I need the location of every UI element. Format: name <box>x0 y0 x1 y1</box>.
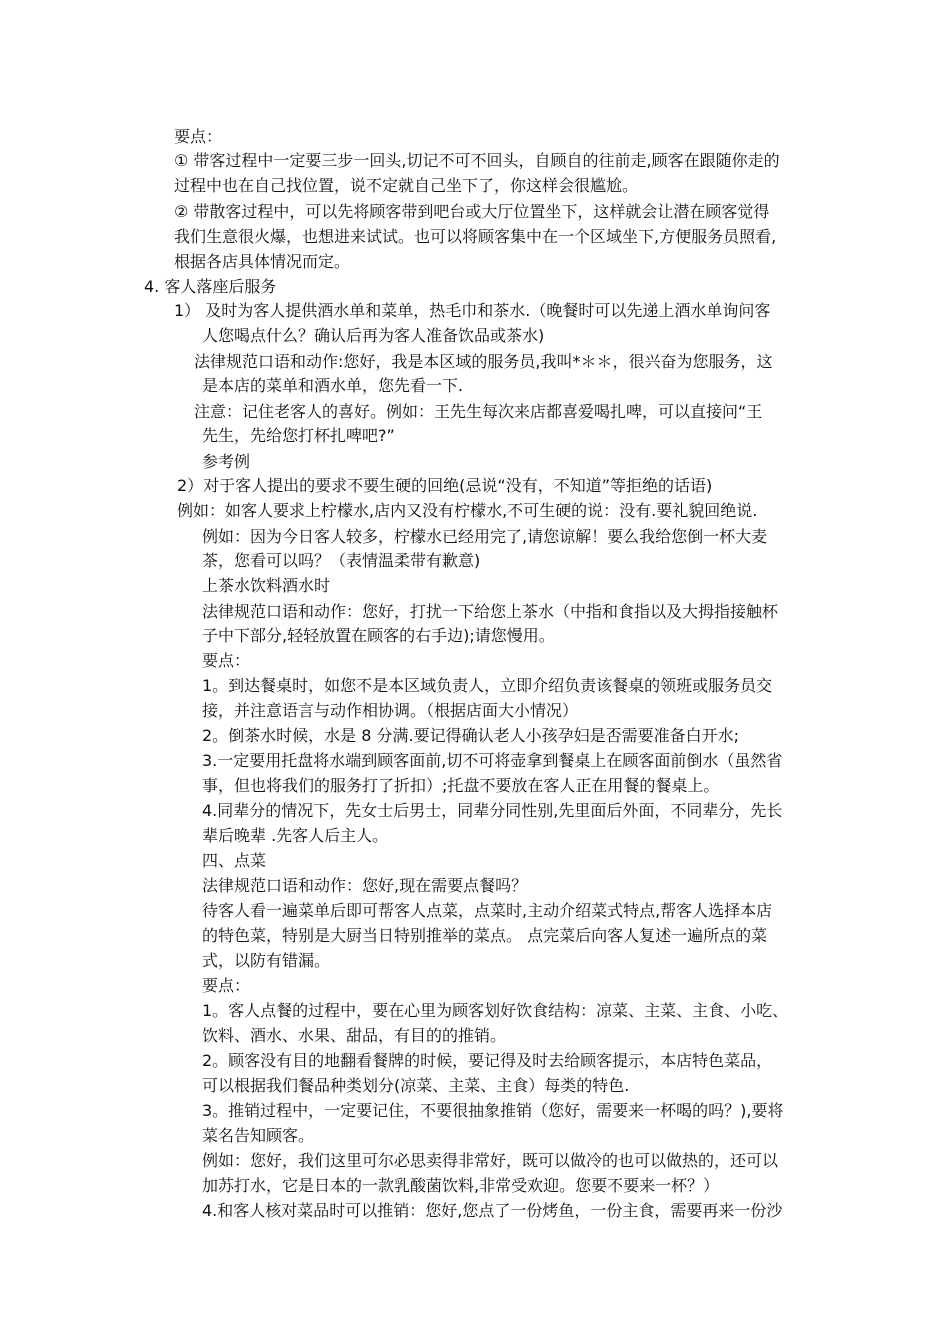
text-line: 例如：因为今日客人较多，柠檬水已经用完了,请您谅解！要么我给您倒一杯大麦 <box>202 527 768 546</box>
text-line: 法律规范口语和动作:您好，我是本区域的服务员,我叫*＊＊，很兴奋为您服务，这 <box>194 352 773 371</box>
text-line: 过程中也在自己找位置，说不定就自己坐下了，你这样会很尴尬。 <box>174 176 639 195</box>
text-line: 式，以防有错漏。 <box>202 951 331 970</box>
text-line: 饮料、酒水、水果、甜品，有目的的推销。 <box>202 1026 507 1045</box>
text-line: 待客人看一遍菜单后即可帮客人点菜，点菜时,主动介绍菜式特点,帮客人选择本店 <box>202 901 773 920</box>
text-line: 茶，您看可以吗？（表情温柔带有歉意) <box>202 551 481 570</box>
text-line: 注意：记住老客人的喜好。例如：王先生每次来店都喜爱喝扎啤，可以直接问“王 <box>194 402 763 421</box>
text-line: 根据各店具体情况而定。 <box>174 252 351 271</box>
section-heading: 4. 客人落座后服务 <box>144 277 277 296</box>
text-line: 参考例 <box>202 452 251 471</box>
text-line: 的特色菜，特别是大厨当日特别推举的菜点。 点完菜后向客人复述一遍所点的菜 <box>202 926 768 945</box>
text-line: 2。顾客没有目的地翻看餐牌的时候，要记得及时去给顾客提示，本店特色菜品， <box>202 1051 773 1070</box>
text-line: 2）对于客人提出的要求不要生硬的回绝(忌说“没有，不知道”等拒绝的话语) <box>177 476 713 495</box>
text-line: 我们生意很火爆，也想进来试试。也可以将顾客集中在一个区域坐下,方便服务员照看, <box>174 227 777 246</box>
text-line: 3。推销过程中，一定要记住，不要很抽象推销（您好，需要来一杯喝的吗？),要将 <box>202 1101 784 1120</box>
text-line: 1。到达餐桌时，如您不是本区域负责人，立即介绍负责该餐桌的领班或服务员交 <box>202 676 773 695</box>
text-line: 事，但也将我们的服务打了折扣）;托盘不要放在客人正在用餐的餐桌上。 <box>202 776 720 795</box>
text-line: 子中下部分,轻轻放置在顾客的右手边);请您慢用。 <box>202 626 555 645</box>
text-line: 1） 及时为客人提供酒水单和菜单，热毛巾和茶水.（晚餐时可以先递上酒水单询问客 <box>174 301 771 320</box>
text-line: 要点： <box>202 976 251 995</box>
text-line: ② 带散客过程中，可以先将顾客带到吧台或大厅位置坐下，这样就会让潜在顾客觉得 <box>174 202 770 221</box>
text-line: 可以根据我们餐品种类划分(凉菜、主菜、主食）每类的特色. <box>202 1076 630 1095</box>
text-line: ① 带客过程中一定要三步一回头,切记不可不回头，自顾自的往前走,顾客在跟随你走的 <box>174 151 780 170</box>
text-line: 4.和客人核对菜品时可以推销：您好,您点了一份烤鱼，一份主食，需要再来一份沙 <box>202 1201 783 1220</box>
text-line: 4.同辈分的情况下，先女士后男士，同辈分同性别,先里面后外面，不同辈分，先长 <box>202 801 783 820</box>
text-line: 2。倒茶水时候，水是 8 分满.要记得确认老人小孩孕妇是否需要准备白开水; <box>202 726 740 745</box>
text-line: 例如：您好，我们这里可尔必思卖得非常好，既可以做冷的也可以做热的，还可以 <box>202 1151 779 1170</box>
text-line: 是本店的菜单和酒水单，您先看一下. <box>202 376 464 395</box>
text-line: 上茶水饮料酒水时 <box>202 576 331 595</box>
text-line: 1。客人点餐的过程中，要在心里为顾客划好饮食结构：凉菜、主菜、主食、小吃、 <box>202 1001 789 1020</box>
text-line: 例如：如客人要求上柠檬水,店内又没有柠檬水,不可生硬的说：没有.要礼貌回绝说. <box>177 501 758 520</box>
text-line: 加苏打水，它是日本的一款乳酸菌饮料,非常受欢迎。您要不要来一杯？） <box>202 1176 720 1195</box>
text-line: 菜名告知顾客。 <box>202 1126 315 1145</box>
text-line: 法律规范口语和动作：您好,现在需要点餐吗？ <box>202 876 528 895</box>
text-line: 要点： <box>174 127 223 146</box>
text-line: 要点： <box>202 651 251 670</box>
text-line: 先生，先给您打杯扎啤吧?” <box>202 426 395 445</box>
text-line: 人您喝点什么？确认后再为客人准备饮品或茶水) <box>202 326 545 345</box>
section-heading: 四、点菜 <box>202 851 267 870</box>
text-line: 接，并注意语言与动作相协调。（根据店面大小情况） <box>202 701 579 720</box>
text-line: 法律规范口语和动作：您好，打扰一下给您上茶水（中指和食指以及大拇指接触杯 <box>202 602 779 621</box>
text-line: 辈后晚辈 .先客人后主人。 <box>202 826 389 845</box>
text-line: 3.一定要用托盘将水端到顾客面前,切不可将壶拿到餐桌上在顾客面前倒水（虽然省 <box>202 751 783 770</box>
